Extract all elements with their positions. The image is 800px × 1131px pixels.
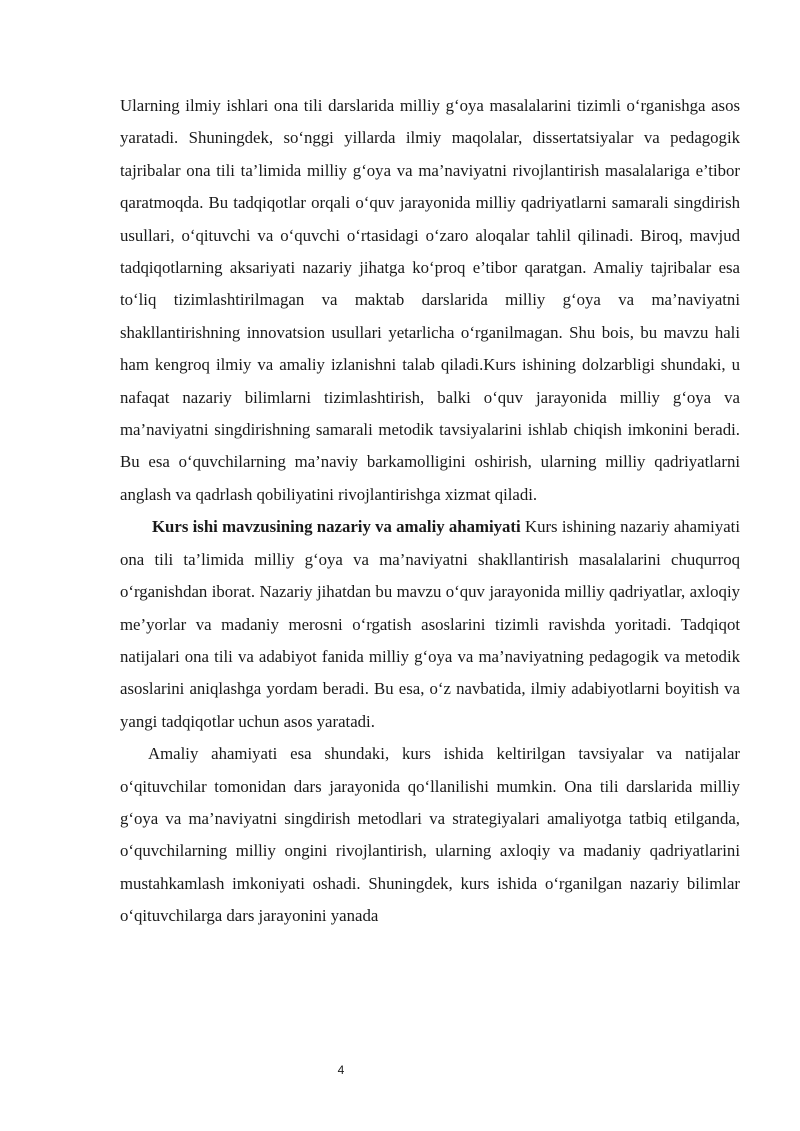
- paragraph-significance: [120, 511, 740, 738]
- document-page: [120, 90, 740, 933]
- paragraph-practical: Amaliy ahamiyati esa shundaki, kurs ishida keltirilgan tavsiyalar va natijalar o‘qituvchilar tomonidan dars jarayonida qo‘llanilishi mumkin. Ona tili darslarida milliy g‘oya va ma’naviyatni singdirish metodlari va strategiyalari amaliyotga tatbiq etilganda, o‘quvchilarning milliy ongini rivojlantirish, ularning axloqiy va madaniy qadriyatlarini mustahkamlash imkoniyati oshadi. Shuningdek, kurs ishida o‘rganilgan nazariy bilimlar o‘qituvchilarga dars jarayonini yanada: [120, 744, 740, 926]
- page-number: 4: [337, 1063, 345, 1077]
- paragraph-significance-body: Kurs ishining nazariy ahamiyati ona tili ta’limida milliy g‘oya va ma’naviyatni shakllantirish masalalarini chuqurroq o‘rganishdan iborat. Nazariy jihatdan bu mavzu o‘quv jarayonida milliy qadriyatlar, axloqiy me’yorlar va madaniy merosni o‘rgatish asoslarini tizimli ravishda yoritadi. Tadqiqot natijalari ona tili va adabiyot fanida milliy g‘oya va ma’naviyatning pedagogik va metodik asoslarini aniqlashga yordam beradi. Bu esa, o‘z navbatida, ilmiy adabiyotlarni boyitish va yangi tadqiqotlar uchun asos yaratadi.: [120, 517, 740, 731]
- inline-heading: Kurs ishi mavzusining nazariy va amaliy ahamiyati: [152, 517, 521, 537]
- paragraph-intro: Ularning ilmiy ishlari ona tili darslarida milliy g‘oya masalalarini tizimli o‘rganishga asos yaratadi. Shuningdek, so‘nggi yillarda ilmiy maqolalar, dissertatsiyalar va pedagogik tajribalar ona tili ta’limida milliy g‘oya va ma’naviyatni rivojlantirish masalalariga e’tibor qaratmoqda. Bu tadqiqotlar orqali o‘quv jarayonida milliy qadriyatlarni samarali singdirish usullari, o‘qituvchi va o‘quvchi o‘rtasidagi o‘zaro aloqalar tahlil qilinadi. Biroq, mavjud tadqiqotlarning aksariyati nazariy jihatga ko‘proq e’tibor qaratgan. Amaliy tajribalar esa to‘liq tizimlashtirilmagan va maktab darslarida milliy g‘oya va ma’naviyatni shakllantirishning innovatsion usullari yetarlicha o‘rganilmagan. Shu bois, bu mavzu hali ham kengroq ilmiy va amaliy izlanishni talab qiladi.Kurs ishining dolzarbligi shundaki, u nafaqat nazariy bilimlarni tizimlashtirish, balki o‘quv jarayonida milliy g‘oya va ma’naviyatni singdirishning samarali metodik tavsiyalarini ishlab chiqish imkonini beradi. Bu esa o‘quvchilarning ma’naviy barkamolligini oshirish, ularning milliy qadriyatlarni anglash va qadrlash qobiliyatini rivojlantirishga xizmat qiladi.: [120, 96, 740, 504]
